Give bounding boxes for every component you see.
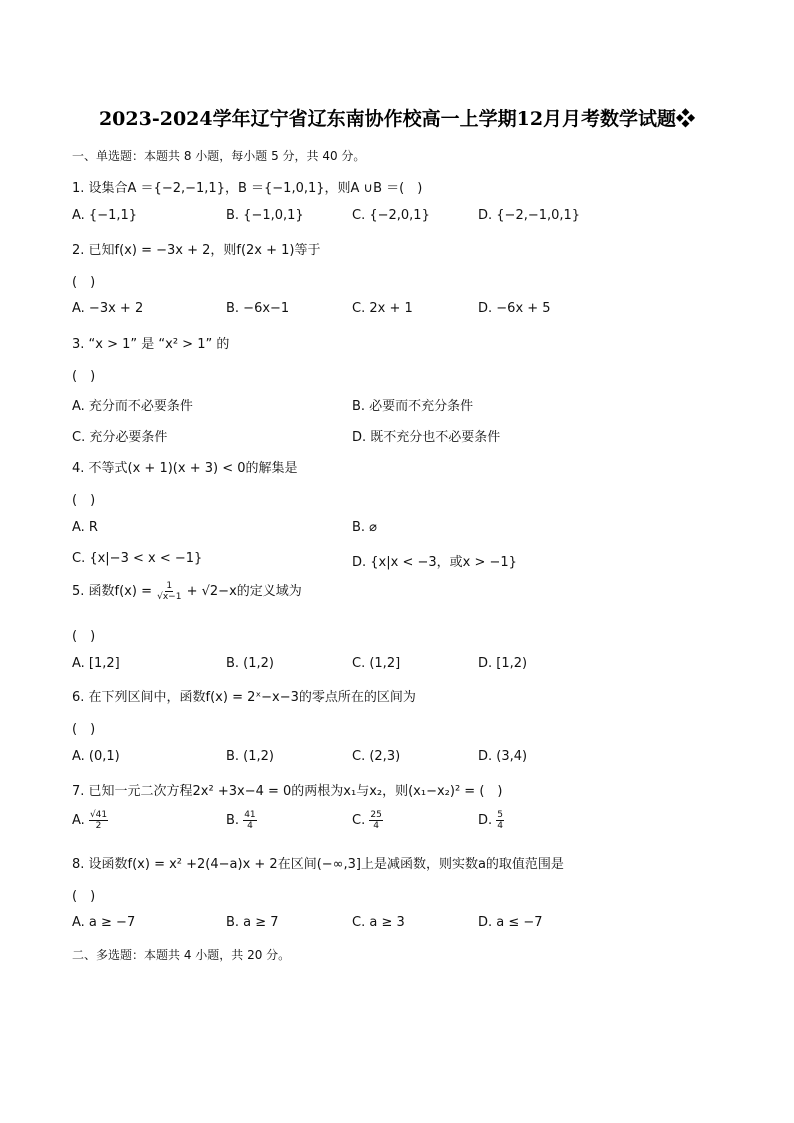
question-8-blank: ( ) xyxy=(72,889,96,904)
question-2-option-d: D. −6x + 5 xyxy=(478,301,551,316)
question-4-option-b: B. ⌀ xyxy=(352,520,378,535)
question-6-option-c: C. (2,3) xyxy=(352,749,401,764)
question-5-option-c: C. (1,2] xyxy=(352,656,401,671)
question-2-option-a: A. −3x + 2 xyxy=(72,301,144,316)
question-7-option-a-fraction xyxy=(89,810,108,831)
question-2-stem: 2. 已知f(x) = −3x + 2，则f(2x + 1)等于 xyxy=(72,243,321,258)
question-7-option-a xyxy=(72,810,108,831)
question-7-option-b-fraction xyxy=(243,810,256,831)
question-7-option-c-label: C. xyxy=(352,813,366,828)
question-1-option-c: C. {−2,0,1} xyxy=(352,208,430,223)
question-3-option-c: C. 充分必要条件 xyxy=(72,430,168,445)
question-5-fraction-denominator: √x−1 xyxy=(157,592,182,602)
question-3-option-d: D. 既不充分也不必要条件 xyxy=(352,430,501,445)
question-7-option-a-label: A. xyxy=(72,813,85,828)
question-6-option-d: D. (3,4) xyxy=(478,749,528,764)
question-1-option-b: B. {−1,0,1} xyxy=(226,208,304,223)
question-1-option-d: D. {−2,−1,0,1} xyxy=(478,208,581,223)
question-7-option-b-denominator: 4 xyxy=(247,821,253,831)
question-7-option-d-denominator: 4 xyxy=(497,821,504,831)
question-5-fraction xyxy=(156,581,182,602)
question-7-option-a-numerator: √41 xyxy=(89,810,108,820)
question-5-stem xyxy=(72,580,302,602)
question-6-option-a: A. (0,1) xyxy=(72,749,120,764)
question-6-blank: ( ) xyxy=(72,722,96,737)
question-5-option-d: D. [1,2) xyxy=(478,656,528,671)
question-4-stem: 4. 不等式(x + 1)(x + 3) < 0的解集是 xyxy=(72,461,298,476)
question-8-stem: 8. 设函数f(x) = x² +2(4−a)x + 2在区间(−∞,3]上是减函数，则实数a的取值范围是 xyxy=(72,857,564,872)
question-6-option-b: B. (1,2) xyxy=(226,749,275,764)
question-5-fraction-numerator: 1 xyxy=(166,581,173,591)
question-3-stem: 3. “x > 1” 是 “x² > 1” 的 xyxy=(72,337,230,352)
question-8-option-d: D. a ≤ −7 xyxy=(478,915,543,930)
question-7-stem: 7. 已知一元二次方程2x² +3x−4 = 0的两根为x₁与x₂，则(x₁−x₂)² = ( ) xyxy=(72,784,503,799)
question-4-option-d: D. {x|x < −3，或x > −1} xyxy=(352,555,517,570)
question-7-option-d xyxy=(478,810,504,831)
question-5-option-b: B. (1,2) xyxy=(226,656,275,671)
question-8-option-b: B. a ≥ 7 xyxy=(226,915,279,930)
question-5-option-a: A. [1,2] xyxy=(72,656,120,671)
question-4-option-a: A. R xyxy=(72,520,98,535)
question-1-option-a: A. {−1,1} xyxy=(72,208,138,223)
question-2-option-c: C. 2x + 1 xyxy=(352,301,413,316)
exam-title: 2023-2024学年辽宁省辽东南协作校高一上学期12月月考数学试题❖ xyxy=(98,108,696,130)
question-8-option-a: A. a ≥ −7 xyxy=(72,915,136,930)
question-5-blank: ( ) xyxy=(72,629,96,644)
question-7-option-c-fraction xyxy=(369,810,382,831)
question-3-blank: ( ) xyxy=(72,369,96,384)
question-7-option-b xyxy=(226,810,257,831)
section-heading-single-choice: 一、单选题：本题共 8 小题，每小题 5 分，共 40 分。 xyxy=(72,149,366,163)
question-5-stem-lead: 5. 函数f(x) = xyxy=(72,584,152,599)
question-7-option-d-label: D. xyxy=(478,813,493,828)
question-7-option-d-fraction xyxy=(496,810,504,831)
question-8-option-c: C. a ≥ 3 xyxy=(352,915,405,930)
question-7-option-c-denominator: 4 xyxy=(373,821,379,831)
question-4-blank: ( ) xyxy=(72,493,96,508)
question-7-option-d-numerator: 5 xyxy=(497,810,504,820)
section-heading-multiple-choice: 二、多选题：本题共 4 小题，共 20 分。 xyxy=(72,948,291,962)
question-2-option-b: B. −6x−1 xyxy=(226,301,290,316)
question-6-stem: 6. 在下列区间中，函数f(x) = 2ˣ−x−3的零点所在的区间为 xyxy=(72,690,416,705)
question-3-option-b: B. 必要而不充分条件 xyxy=(352,399,474,414)
question-5-stem-tail: + √2−x的定义域为 xyxy=(186,584,302,599)
question-7-option-b-numerator: 41 xyxy=(244,810,256,820)
question-7-option-b-label: B. xyxy=(226,813,240,828)
question-2-blank: ( ) xyxy=(72,275,96,290)
question-7-option-a-denominator: 2 xyxy=(95,821,102,831)
question-3-option-a: A. 充分而不必要条件 xyxy=(72,399,193,414)
question-1-stem: 1. 设集合A ＝{−2,−1,1}，B ＝{−1,0,1}，则A ∪B ＝( ) xyxy=(72,181,423,196)
question-7-option-c xyxy=(352,810,383,831)
question-4-option-c: C. {x|−3 < x < −1} xyxy=(72,551,203,566)
question-7-option-c-numerator: 25 xyxy=(370,810,382,820)
